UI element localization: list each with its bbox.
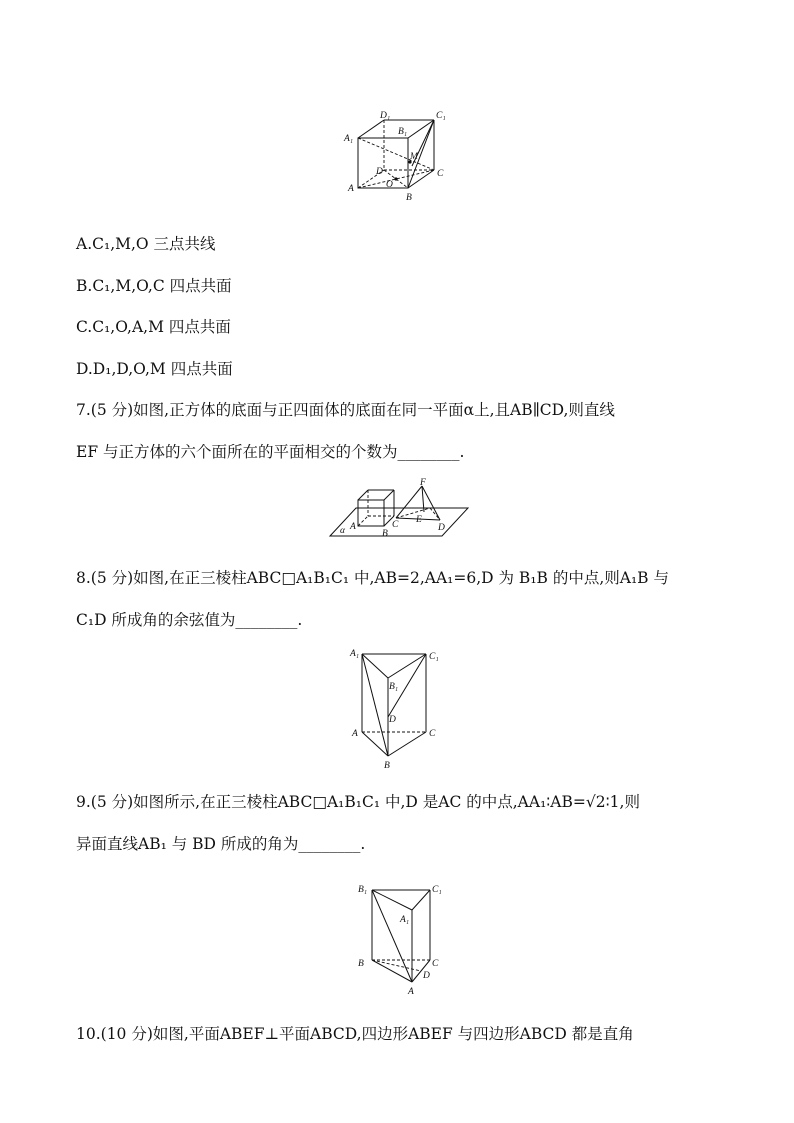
triangular-prism-diagram-1 [348,644,448,772]
label-d1: D₁ [380,111,391,121]
label-b1: B₁ [398,127,408,137]
label-m: M [410,152,418,162]
label-c1: C₁ [432,885,442,895]
label-d: D [438,523,445,533]
q7-text-line2: EF 与正方体的六个面所在的平面相交的个数为________. [76,443,465,461]
label-a1: A₁ [344,134,354,144]
label-b1: B₁ [358,885,368,895]
q6-option-b: B.C₁,M,O,C 四点共面 [76,277,232,295]
label-b: B [358,959,364,969]
cube-tetrahedron-diagram [328,478,470,540]
q7-text-line1: 7.(5 分)如图,正方体的底面与正四面体的底面在同一平面α上,且AB∥CD,则直线 [76,401,615,419]
label-b: B [382,529,388,539]
q6-cube-figure [340,108,452,204]
label-a1: A₁ [350,649,360,659]
cube-diagram [340,108,452,204]
q6-option-d: D.D₁,D,O,M 四点共面 [76,360,233,378]
q10-text-line1: 10.(10 分)如图,平面ABEF⊥平面ABCD,四边形ABEF 与四边形ABCD 都是直角 [76,1025,634,1043]
label-a: A [408,987,414,997]
q8-prism-figure [348,644,448,772]
q6-option-a: A.C₁,M,O 三点共线 [76,235,216,253]
label-c1: C₁ [436,111,446,121]
label-c: C [437,169,444,179]
q8-text-line2: C₁D 所成角的余弦值为________. [76,611,303,629]
label-c1: C₁ [429,652,439,662]
label-c: C [392,520,399,530]
label-b: B [406,193,412,203]
label-b1: B₁ [389,682,399,692]
q9-prism-figure [352,876,452,1000]
label-b: B [384,761,390,771]
label-c: C [429,729,436,739]
q9-text-line1: 9.(5 分)如图所示,在正三棱柱ABC□A₁B₁C₁ 中,D 是AC 的中点,AA₁∶AB=√2∶1,则 [76,793,640,811]
label-c: C [432,959,439,969]
label-d: D [389,715,396,725]
label-d: D [423,971,430,981]
label-e: E [416,515,422,525]
label-d: D [376,167,383,177]
label-a1: A₁ [400,915,410,925]
label-f: F [420,478,426,488]
triangular-prism-diagram-2 [352,876,452,1000]
label-a: A [348,184,354,194]
q7-figure [328,478,470,540]
label-a: A [352,729,358,739]
label-a: A [350,522,356,532]
label-o: O [386,180,393,190]
q8-text-line1: 8.(5 分)如图,在正三棱柱ABC□A₁B₁C₁ 中,AB=2,AA₁=6,D 为 B₁B 的中点,则A₁B 与 [76,569,670,587]
q6-option-c: C.C₁,O,A,M 四点共面 [76,318,231,336]
q9-text-line2: 异面直线AB₁ 与 BD 所成的角为________. [76,835,366,853]
label-alpha: α [340,526,345,536]
